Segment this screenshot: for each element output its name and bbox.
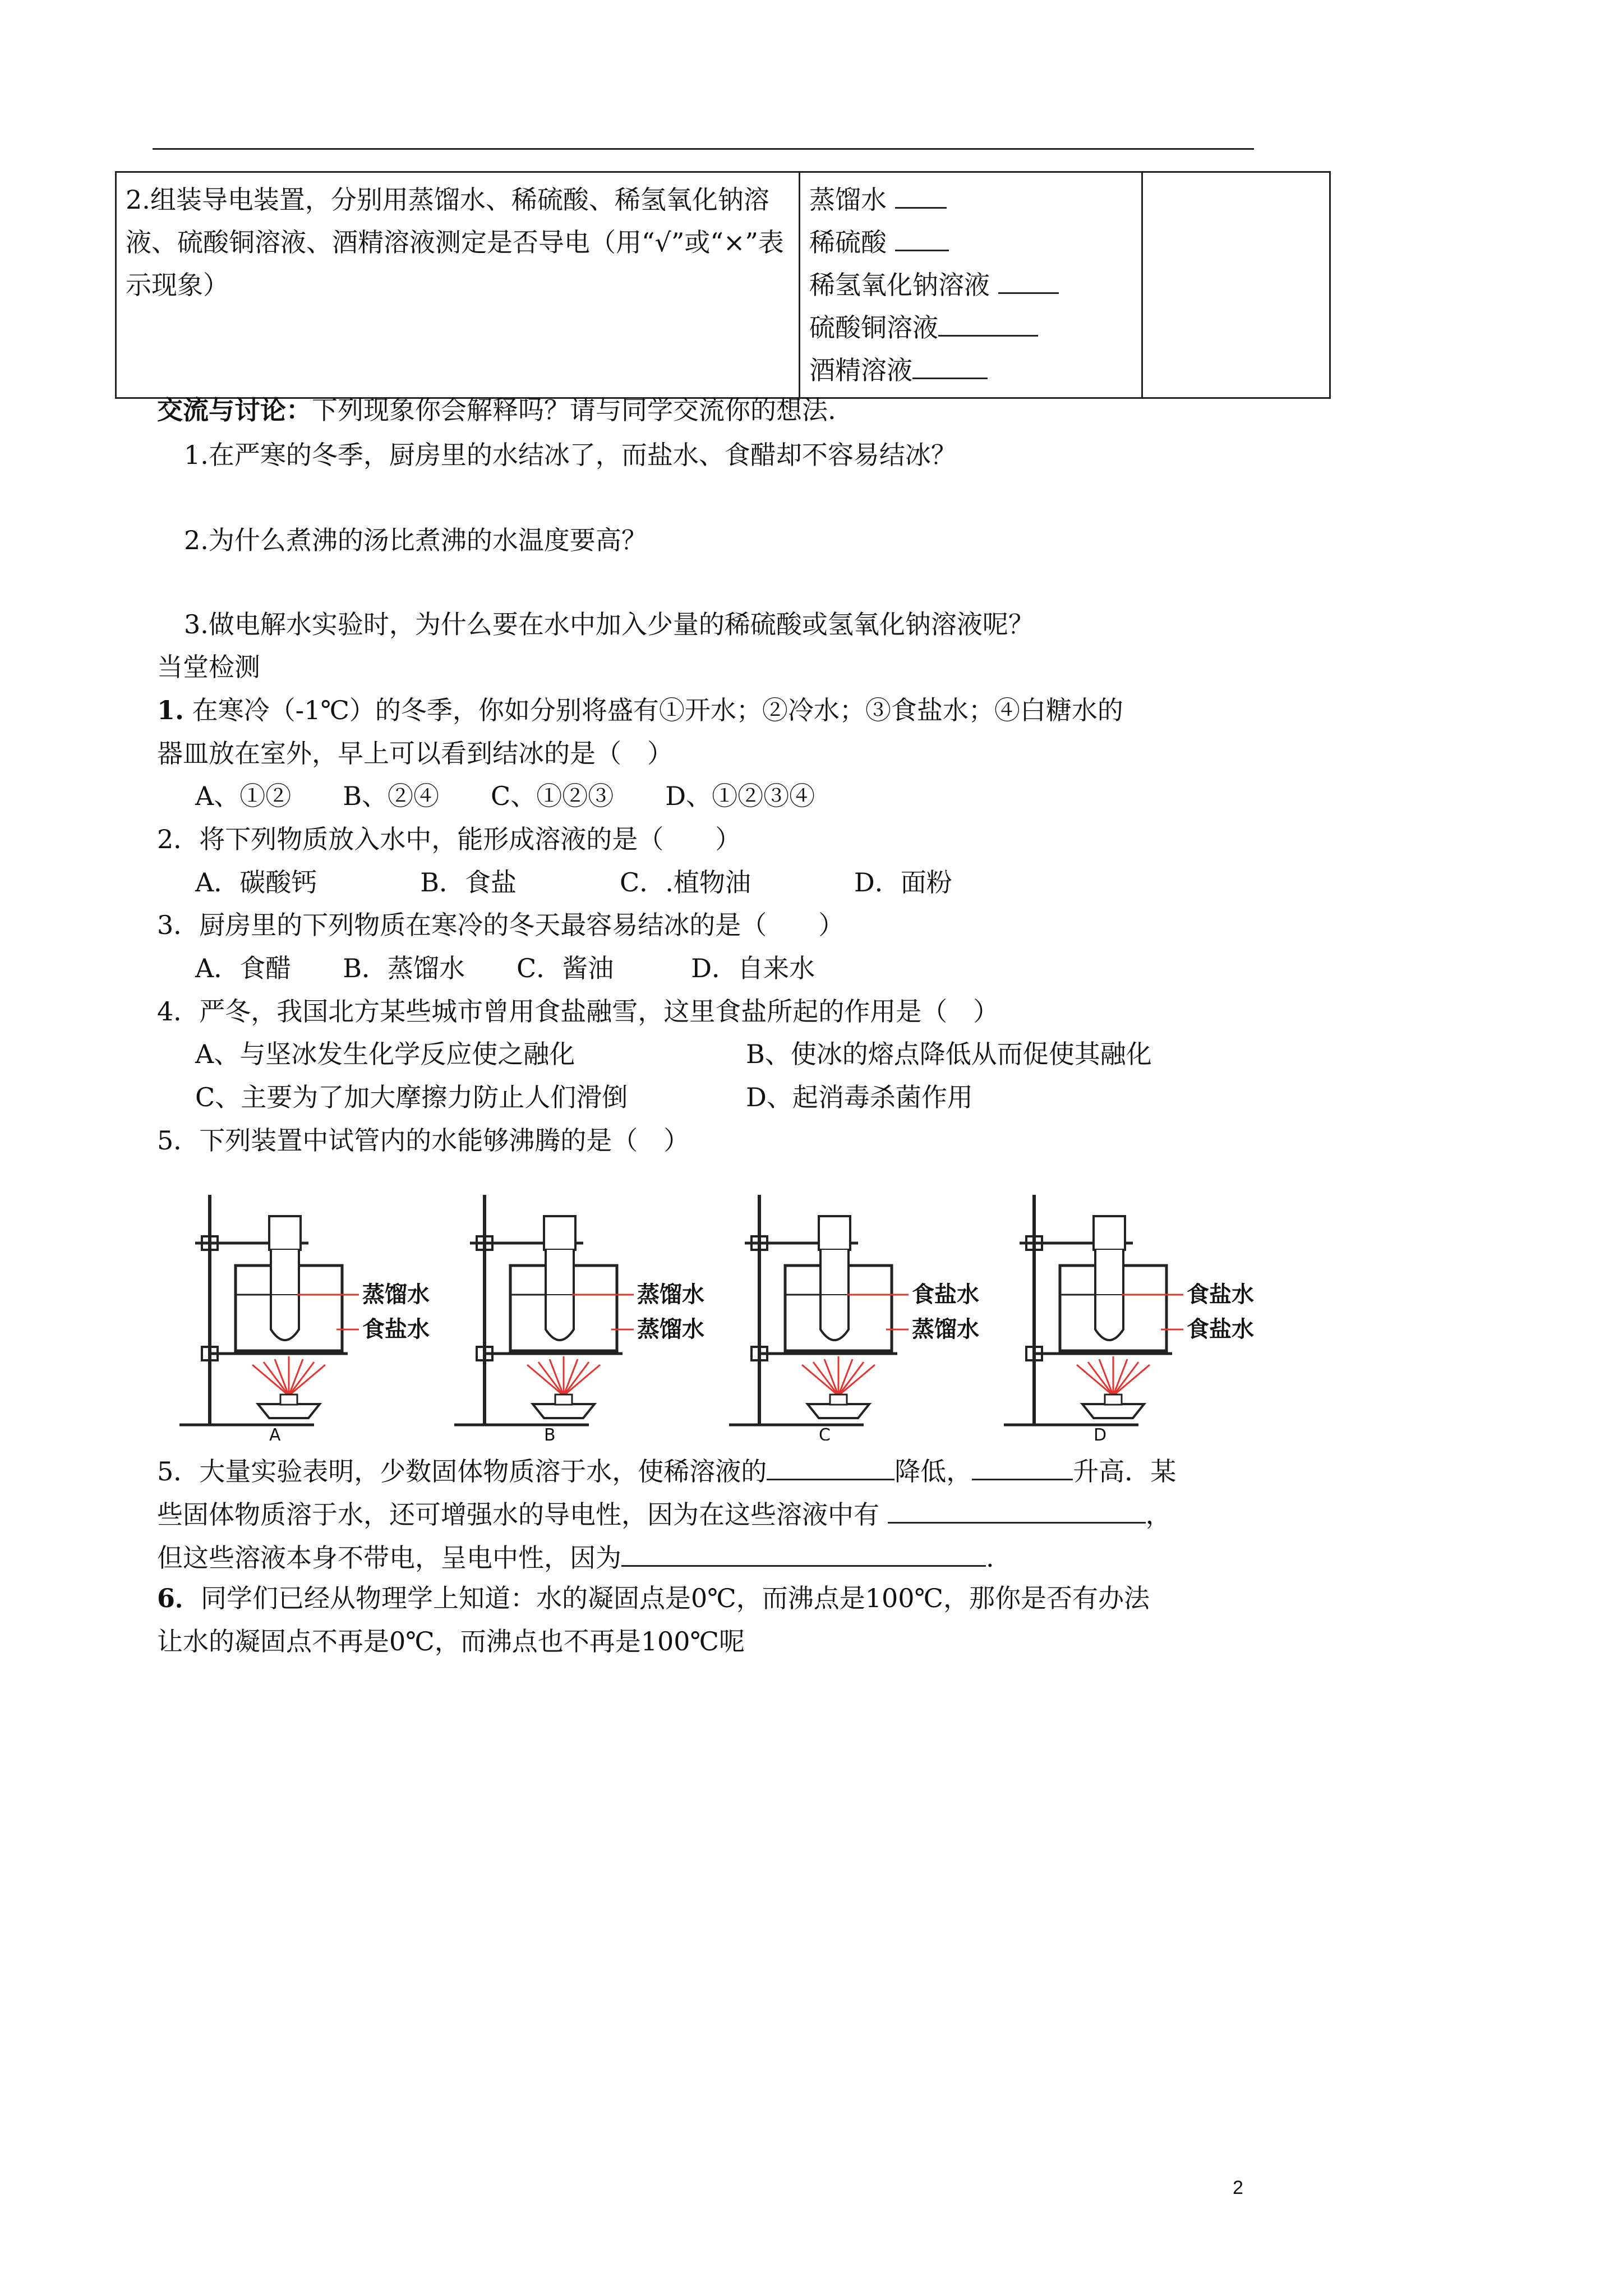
apparatus-c	[729, 1195, 979, 1441]
test-question-1-options: A、①② B、②④ C、①②③ D、①②③④	[195, 781, 815, 811]
result-distilled-water: 蒸馏水	[809, 178, 1132, 221]
result-dilute-sulfuric-acid: 稀硫酸	[809, 221, 1132, 264]
inner-liquid-label: 食盐水	[912, 1282, 979, 1308]
inner-liquid-label: 食盐水	[1187, 1282, 1254, 1308]
answer-blank[interactable]	[767, 1453, 895, 1480]
test-question-5: 5．下列装置中试管内的水能够沸腾的是（ ）	[157, 1125, 690, 1156]
task-cell: 2.组装导电装置，分别用蒸馏水、稀硫酸、稀氢氧化钠溶液、硫酸铜溶液、酒精溶液测定是否导电（用“√”或“×”表示现象）	[116, 172, 800, 398]
test-question-4-option-b: B、使冰的熔点降低从而促使其融化	[746, 1039, 1152, 1069]
answer-blank[interactable]	[998, 266, 1059, 294]
discussion-question-2: 2.为什么煮沸的汤比煮沸的水温度要高？	[184, 525, 647, 555]
test-question-4-option-a: A、与坚冰发生化学反应使之融化	[195, 1039, 575, 1069]
fill-in-question-line-2: 些固体物质溶于水，还可增强水的导电性，因为在这些溶液中有 ，	[157, 1496, 1172, 1532]
test-question-4-option-c: C、主要为了加大摩擦力防止人们滑倒	[195, 1082, 628, 1112]
answer-blank[interactable]	[938, 309, 1038, 337]
device-letter: B	[544, 1425, 556, 1441]
answer-blank[interactable]	[621, 1539, 986, 1567]
fill-in-question-line-1: 5．大量实验表明，少数固体物质溶于水，使稀溶液的 降低， 升高．某	[157, 1453, 1176, 1489]
result-dilute-sodium-hydroxide: 稀氢氧化钠溶液	[809, 264, 1132, 306]
discussion-question-3: 3.做电解水实验时，为什么要在水中加入少量的稀硫酸或氢氧化钠溶液呢？	[184, 609, 1034, 639]
apparatus-a	[179, 1195, 430, 1441]
discussion-title: 交流与讨论：	[157, 395, 312, 425]
answer-blank[interactable]	[895, 224, 949, 251]
boiling-apparatus-figure	[179, 1182, 1312, 1441]
outer-liquid-label: 食盐水	[1187, 1317, 1254, 1342]
outer-liquid-label: 食盐水	[362, 1317, 430, 1342]
discussion-question-1: 1.在严寒的冬季，厨房里的水结冰了，而盐水、食醋却不容易结冰？	[184, 440, 957, 470]
apparatus-b	[454, 1195, 704, 1441]
device-letter: C	[819, 1425, 831, 1441]
test-question-4-option-d: D、起消毒杀菌作用	[746, 1082, 973, 1112]
inner-liquid-label: 蒸馏水	[637, 1282, 704, 1308]
header-rule	[153, 148, 1254, 150]
test-question-3: 3．厨房里的下列物质在寒冷的冬天最容易结冰的是（ ）	[157, 910, 845, 940]
table-row	[116, 172, 1330, 398]
answer-blank[interactable]	[972, 1453, 1073, 1480]
answer-blank[interactable]	[888, 1496, 1146, 1524]
test-question-1-line-1: 1. 在寒冷（-1℃）的冬季，你如分别将盛有①开水；②冷水；③食盐水；④白糖水的	[157, 695, 1123, 725]
result-copper-sulfate: 硫酸铜溶液	[809, 306, 1132, 349]
answer-blank[interactable]	[895, 181, 947, 209]
page-number: 2	[1233, 2177, 1243, 2198]
results-cell	[800, 172, 1142, 398]
apparatus-d	[1004, 1195, 1254, 1441]
device-letter: A	[269, 1425, 281, 1441]
answer-blank[interactable]	[912, 352, 988, 379]
outer-liquid-label: 蒸馏水	[912, 1317, 979, 1342]
outer-liquid-label: 蒸馏水	[637, 1317, 704, 1342]
result-alcohol: 酒精溶液	[809, 349, 1132, 392]
test-question-1-line-2: 器皿放在室外，早上可以看到结冰的是（ ）	[157, 738, 673, 769]
inner-liquid-label: 蒸馏水	[362, 1282, 430, 1308]
test-title: 当堂检测	[157, 652, 260, 682]
test-question-4: 4．严冬，我国北方某些城市曾用食盐融雪，这里食盐所起的作用是（ ）	[157, 996, 999, 1027]
fill-in-question-line-3: 但这些溶液本身不带电，呈电中性，因为 .	[157, 1539, 994, 1575]
open-question-line-1: 6．同学们已经从物理学上知道：水的凝固点是0℃，而沸点是100℃，那你是否有办法	[157, 1583, 1150, 1613]
device-letter: D	[1094, 1425, 1107, 1441]
experiment-table	[115, 171, 1331, 399]
discussion-intro: 下列现象你会解释吗？请与同学交流你的想法.	[312, 395, 836, 425]
test-question-3-options: A．食醋 B．蒸馏水 C．酱油 D．自来水	[195, 953, 815, 983]
discussion-heading	[157, 394, 836, 427]
test-question-2: 2．将下列物质放入水中，能形成溶液的是（ ）	[157, 824, 741, 854]
open-question-line-2: 让水的凝固点不再是0℃，而沸点也不再是100℃呢	[157, 1626, 745, 1657]
empty-cell	[1142, 172, 1330, 398]
test-question-2-options: A．碳酸钙 B．食盐 C．.植物油 D．面粉	[195, 867, 952, 898]
